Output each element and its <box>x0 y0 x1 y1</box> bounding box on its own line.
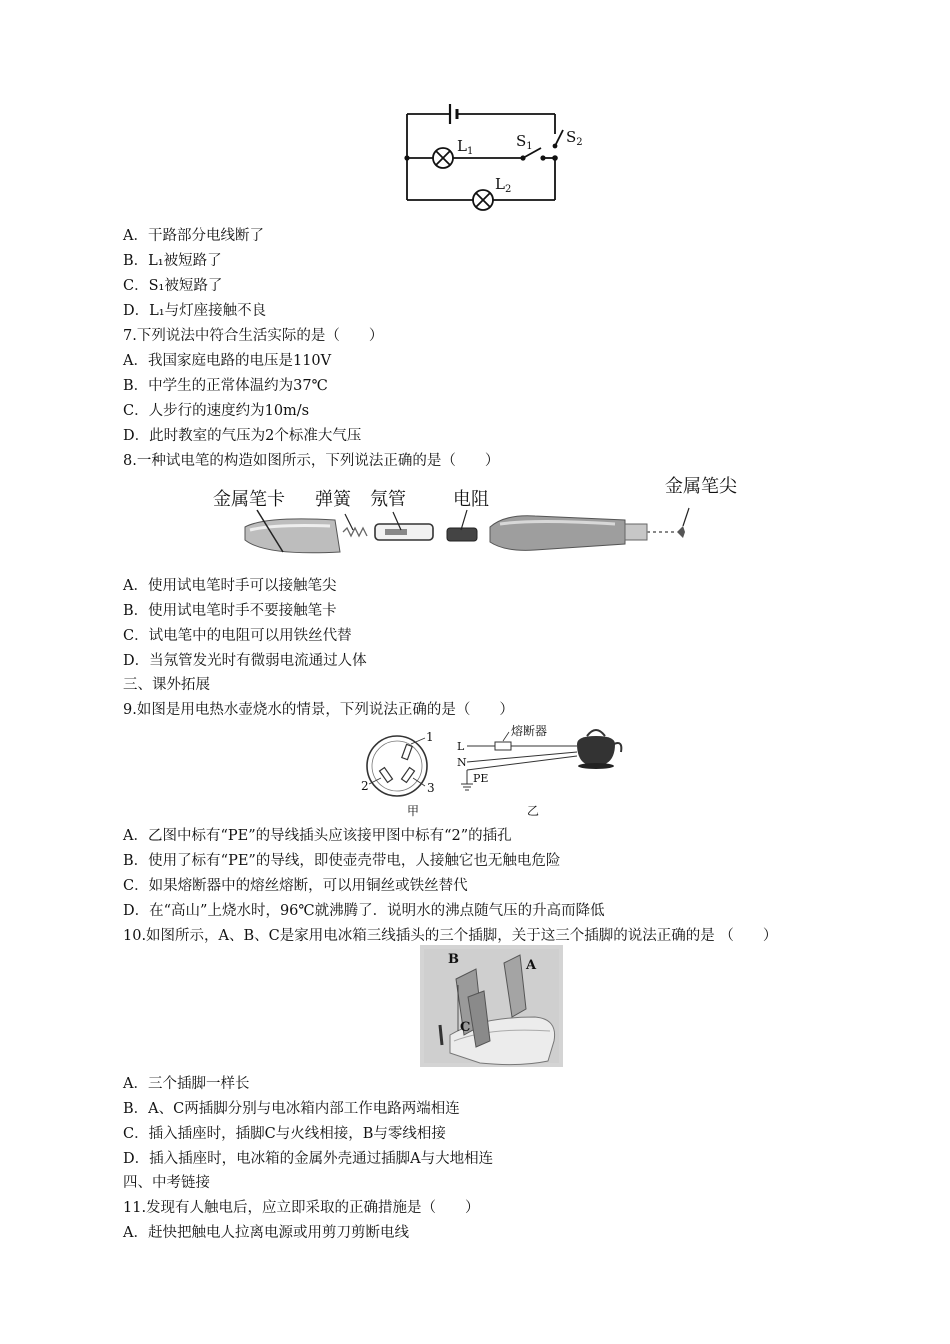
q9-option-a: A．乙图中标有“PE”的导线插头应该接甲图中标有“2”的插孔 <box>123 828 512 844</box>
lamp-l2-icon <box>473 190 493 210</box>
q10-option-b: B．A、C两插脚分别与电冰箱内部工作电路两端相连 <box>123 1101 460 1117</box>
q8-option-b: B．使用试电笔时手不要接触笔卡 <box>123 603 337 619</box>
q8-option-c: C．试电笔中的电阻可以用铁丝代替 <box>123 628 352 644</box>
q8-option-a: A．使用试电笔时手可以接触笔尖 <box>123 578 337 594</box>
q10-option-c: C．插入插座时，插脚C与火线相接，B与零线相接 <box>123 1126 446 1142</box>
svg-text:金属笔卡: 金属笔卡 <box>213 489 285 510</box>
q8-option-d: D．当氖管发光时有微弱电流通过人体 <box>123 653 367 669</box>
q10-option-a: A．三个插脚一样长 <box>123 1076 250 1092</box>
circuit-diagram <box>395 92 595 217</box>
svg-text:PE: PE <box>473 772 489 785</box>
kettle-socket-figure <box>355 722 635 822</box>
q6-option-a: A．干路部分电线断了 <box>123 228 264 244</box>
q9-option-b: B．使用了标有“PE”的导线，即使壶壳带电，人接触它也无触电危险 <box>123 853 561 869</box>
kettle-icon <box>577 730 621 769</box>
q8-stem: 8.一种试电笔的构造如图所示，下列说法正确的是（ ） <box>123 453 500 469</box>
svg-text:2: 2 <box>361 779 369 793</box>
svg-text:弹簧: 弹簧 <box>315 489 351 510</box>
q10-option-d: D．插入插座时，电冰箱的金属外壳通过插脚A与大地相连 <box>123 1151 494 1167</box>
q7-option-a: A．我国家庭电路的电压是110V <box>123 353 332 369</box>
q7-option-d: D．此时教室的气压为2个标准大气压 <box>123 428 362 444</box>
test-pen-figure <box>205 472 765 572</box>
q6-option-c: C．S₁被短路了 <box>123 278 223 294</box>
q9-option-c: C．如果熔断器中的熔丝熔断，可以用铜丝或铁丝替代 <box>123 878 468 894</box>
q7-option-c: C．人步行的速度约为10m/s <box>123 403 310 419</box>
q7-option-b: B．中学生的正常体温约为37℃ <box>123 378 328 394</box>
svg-text:3: 3 <box>427 781 435 795</box>
svg-text:B: B <box>448 952 459 967</box>
q11-option-a: A．赶快把触电人拉离电源或用剪刀剪断电线 <box>123 1225 409 1241</box>
svg-text:氖管: 氖管 <box>370 489 406 510</box>
svg-text:乙: 乙 <box>527 804 540 818</box>
q11-stem: 11.发现有人触电后，应立即采取的正确措施是（ ） <box>123 1200 480 1216</box>
q6-option-d: D．L₁与灯座接触不良 <box>123 303 267 319</box>
svg-text:金属笔尖: 金属笔尖 <box>665 476 737 497</box>
svg-text:L2: $L_2$ <box>495 175 512 195</box>
section-heading-4: 四、中考链接 <box>123 1175 210 1191</box>
svg-text:N: N <box>457 756 467 769</box>
q7-stem: 7.下列说法中符合生活实际的是（ ） <box>123 328 384 344</box>
svg-text:A: A <box>526 958 537 973</box>
q6-option-b: B．L₁被短路了 <box>123 253 222 269</box>
svg-text:1: 1 <box>426 730 434 744</box>
svg-text:L: L <box>457 740 465 753</box>
three-pin-plug-photo <box>420 945 563 1067</box>
svg-text:电阻: 电阻 <box>453 489 489 510</box>
section-heading-3: 三、课外拓展 <box>123 677 210 693</box>
q9-option-d: D．在“高山”上烧水时，96℃就沸腾了．说明水的沸点随气压的升高而降低 <box>123 903 605 919</box>
svg-text:L1: $L_1$ <box>457 137 474 157</box>
q9-stem: 9.如图是用电热水壶烧水的情景，下列说法正确的是（ ） <box>123 702 514 718</box>
svg-text:S1: $S_1$ <box>516 132 533 152</box>
svg-text:S2: $S_2$ <box>566 128 583 148</box>
svg-text:熔断器: 熔断器 <box>511 724 548 738</box>
q10-stem: 10.如图所示，A、B、C是家用电冰箱三线插头的三个插脚，关于这三个插脚的说法正确的是 （ ） <box>123 928 778 944</box>
lamp-l1-icon <box>433 148 453 168</box>
svg-text:C: C <box>460 1020 471 1035</box>
svg-text:甲: 甲 <box>407 804 420 818</box>
